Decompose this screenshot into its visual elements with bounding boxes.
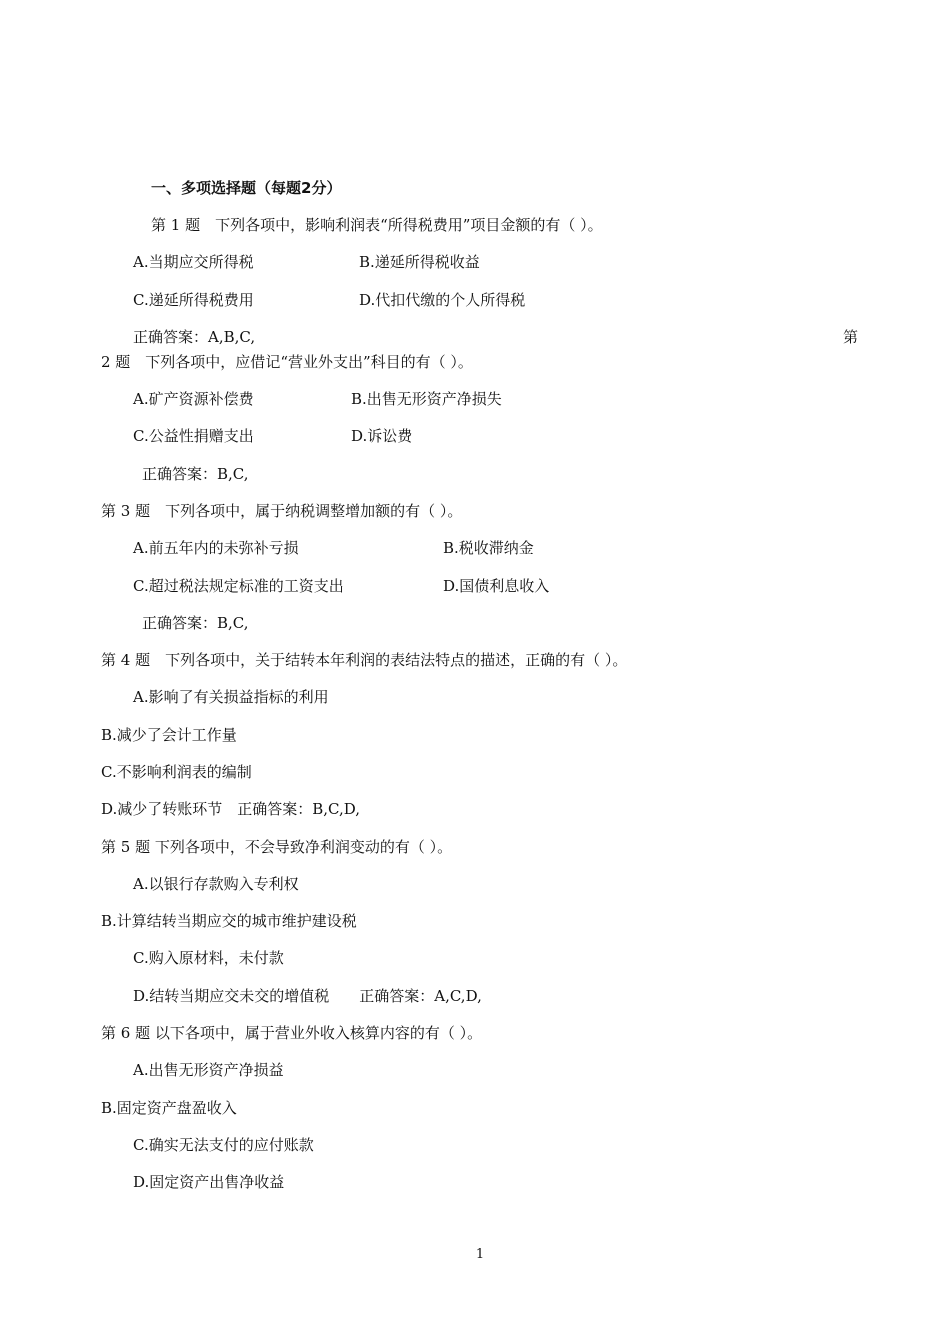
question-4-option-b: B.减少了会计工作量 bbox=[101, 726, 237, 744]
question-5-option-a: A.以银行存款购入专利权 bbox=[133, 875, 299, 893]
question-6-option-a: A.出售无形资产净损益 bbox=[133, 1061, 284, 1079]
question-2-stem-start: 第 bbox=[843, 328, 859, 346]
question-6-stem: 第 6 题 以下各项中，属于营业外收入核算内容的有（ ）。 bbox=[101, 1024, 483, 1042]
question-3-option-a: A.前五年内的未弥补亏损 bbox=[133, 539, 299, 557]
question-2-option-c: C.公益性捐赠支出 bbox=[133, 427, 254, 445]
question-5-stem: 第 5 题 下列各项中，不会导致净利润变动的有（ ）。 bbox=[101, 838, 453, 856]
question-2-option-d: D.诉讼费 bbox=[351, 427, 413, 445]
page-number: 1 bbox=[475, 1247, 485, 1262]
question-1-option-b: B.递延所得税收益 bbox=[359, 253, 480, 271]
section-title: 一、多项选择题（每题2分） bbox=[151, 179, 342, 197]
question-2-option-b: B.出售无形资产净损失 bbox=[351, 390, 502, 408]
question-3-option-d: D.国债利息收入 bbox=[443, 577, 550, 595]
question-1-option-c: C.递延所得税费用 bbox=[133, 291, 254, 309]
question-3-option-b: B.税收滞纳金 bbox=[443, 539, 534, 557]
question-2-option-a: A.矿产资源补偿费 bbox=[133, 390, 254, 408]
question-4-option-a: A.影响了有关损益指标的利用 bbox=[133, 688, 329, 706]
question-6-option-d: D.固定资产出售净收益 bbox=[133, 1173, 285, 1191]
question-2-stem: 2 题 下列各项中，应借记“营业外支出”科目的有（ ）。 bbox=[101, 353, 473, 371]
question-1-stem: 第 1 题 下列各项中，影响利润表“所得税费用”项目金额的有（ ）。 bbox=[151, 216, 603, 234]
question-5-option-b: B.计算结转当期应交的城市维护建设税 bbox=[101, 912, 357, 930]
question-3-option-c: C.超过税法规定标准的工资支出 bbox=[133, 577, 344, 595]
question-6-option-c: C.确实无法支付的应付账款 bbox=[133, 1136, 314, 1154]
question-1-answer: 正确答案：A,B,C, bbox=[133, 328, 256, 346]
question-3-answer: 正确答案：B,C, bbox=[142, 614, 249, 632]
question-1-option-d: D.代扣代缴的个人所得税 bbox=[359, 291, 526, 309]
question-5-option-c: C.购入原材料，未付款 bbox=[133, 949, 284, 967]
question-6-option-b: B.固定资产盘盈收入 bbox=[101, 1099, 237, 1117]
question-4-option-d-answer: D.减少了转账环节 正确答案：B,C,D, bbox=[101, 800, 361, 818]
question-4-option-c: C.不影响利润表的编制 bbox=[101, 763, 252, 781]
question-1-option-a: A.当期应交所得税 bbox=[133, 253, 254, 271]
question-3-stem: 第 3 题 下列各项中，属于纳税调整增加额的有（ ）。 bbox=[101, 502, 463, 520]
question-5-option-d-answer: D.结转当期应交未交的增值税 正确答案：A,C,D, bbox=[133, 987, 482, 1005]
question-4-stem: 第 4 题 下列各项中，关于结转本年利润的表结法特点的描述，正确的有（ ）。 bbox=[101, 651, 628, 669]
question-2-answer: 正确答案：B,C, bbox=[142, 465, 249, 483]
